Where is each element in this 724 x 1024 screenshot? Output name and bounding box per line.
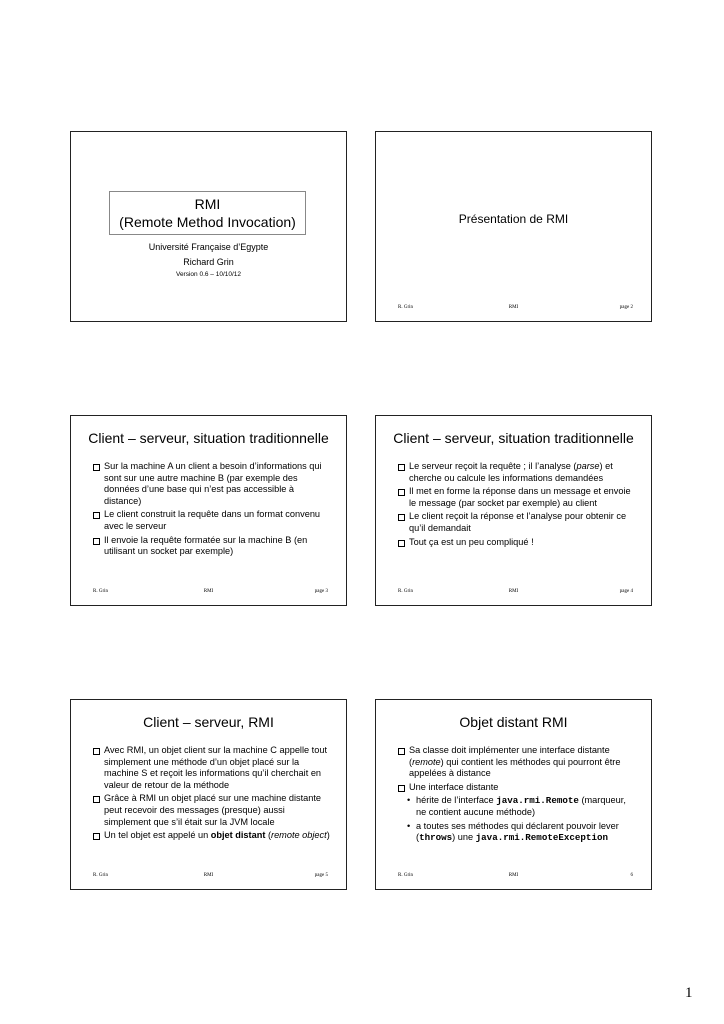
checkbox-bullet-icon [93,512,100,519]
slide-1 [70,131,347,322]
bullet-item: Le client reçoit la réponse et l’analyse pour obtenir ce qu’il demandait [398,511,637,534]
slide-footer [71,873,346,881]
bullet-item: Le serveur reçoit la requête ; il l’analyse (parse) et cherche ou calcule les informations demandées [398,461,637,484]
footer-author: R. Grin [398,589,413,594]
sub-bullet-item: • hérite de l’interface java.rmi.Remote (marqueur, ne contient aucune méthode) [407,795,626,817]
bullet-item: Sur la machine A un client a besoin d’informations qui sont sur une autre machine B (par exemple des données d’une base qui n’est pas accessible à distance) [93,461,332,507]
sub-bullet-item: • a toutes ses méthodes qui déclarent pouvoir lever (throws) une java.rmi.RemoteException [407,820,619,844]
university: Université Française d’Egypte [148,242,269,252]
checkbox-bullet-icon [398,464,405,471]
checkbox-bullet-icon [398,748,405,755]
page-number: 1 [685,985,693,1001]
bullet-list [398,745,637,846]
checkbox-bullet-icon [398,514,405,521]
checkbox-bullet-icon [93,748,100,755]
bullet-item: Il envoie la requête formatée sur la machine B (en utilisant un socket par exemple) [93,535,332,558]
slide-footer [376,589,651,597]
slide-title-line2: (Remote Method Invocation) [119,214,296,230]
slide-title: Présentation de RMI [458,212,569,226]
slide-title: Client – serveur, situation traditionnelle [393,430,634,446]
author: Richard Grin [183,257,234,267]
bullet-list [93,461,332,560]
footer-author: R. Grin [93,873,108,878]
footer-page: page 2 [619,305,633,310]
footer-page: 6 [630,873,633,878]
bullet-list [398,461,637,550]
footer-page: page 4 [619,589,633,594]
checkbox-bullet-icon [398,785,405,792]
bullet-item: Avec RMI, un objet client sur la machine C appelle tout simplement une méthode d’un objet placé sur la machine S et reçoit les informations qu’il cherchait en valeur de retour de la méthode [93,745,332,791]
footer-topic: RMI [203,589,214,594]
bullet-item: Tout ça est un peu compliqué ! [398,537,637,549]
footer-topic: RMI [508,589,519,594]
footer-topic: RMI [508,873,519,878]
bullet-item: Il met en forme la réponse dans un message et envoie le message (par socket par exemple) au client [398,486,637,509]
footer-page: page 3 [314,589,328,594]
checkbox-bullet-icon [93,538,100,545]
checkbox-bullet-icon [93,796,100,803]
slide-title: Client – serveur, RMI [143,714,274,730]
slide-footer [71,589,346,597]
footer-topic: RMI [508,305,519,310]
bullet-item: Grâce à RMI un objet placé sur une machine distante peut recevoir des messages (presque) aussi simplement que s’il était sur la JVM locale [93,793,332,828]
bullet-dot-icon: • [407,820,411,831]
slide-3 [70,415,347,606]
checkbox-bullet-icon [93,464,100,471]
slide-title: Client – serveur, situation traditionnelle [88,430,329,446]
slide-4 [375,415,652,606]
version: Version 0.6 – 10/10/12 [175,271,242,278]
slide-title-line1: RMI [194,196,221,212]
bullet-item: Un tel objet est appelé un objet distant (remote object) [93,830,332,842]
slide-5 [70,699,347,890]
bullet-dot-icon: • [407,795,411,806]
footer-author: R. Grin [93,589,108,594]
slide-title: Objet distant RMI [459,714,568,730]
checkbox-bullet-icon [93,833,100,840]
slide-footer [376,305,651,313]
footer-author: R. Grin [398,873,413,878]
slide-footer [376,873,651,881]
checkbox-bullet-icon [398,540,405,547]
footer-topic: RMI [203,873,214,878]
bullet-item: Le client construit la requête dans un format convenu avec le serveur [93,509,332,532]
slide-6 [375,699,652,890]
slide-2 [375,131,652,322]
footer-page: page 5 [314,873,328,878]
bullet-item: Sa classe doit implémenter une interface distante (remote) qui contient les méthodes qui pourront être appelées à distance [398,745,637,780]
checkbox-bullet-icon [398,489,405,496]
bullet-item: Une interface distante [398,782,637,794]
footer-author: R. Grin [398,305,413,310]
bullet-list [93,745,332,844]
title-box [109,191,306,235]
